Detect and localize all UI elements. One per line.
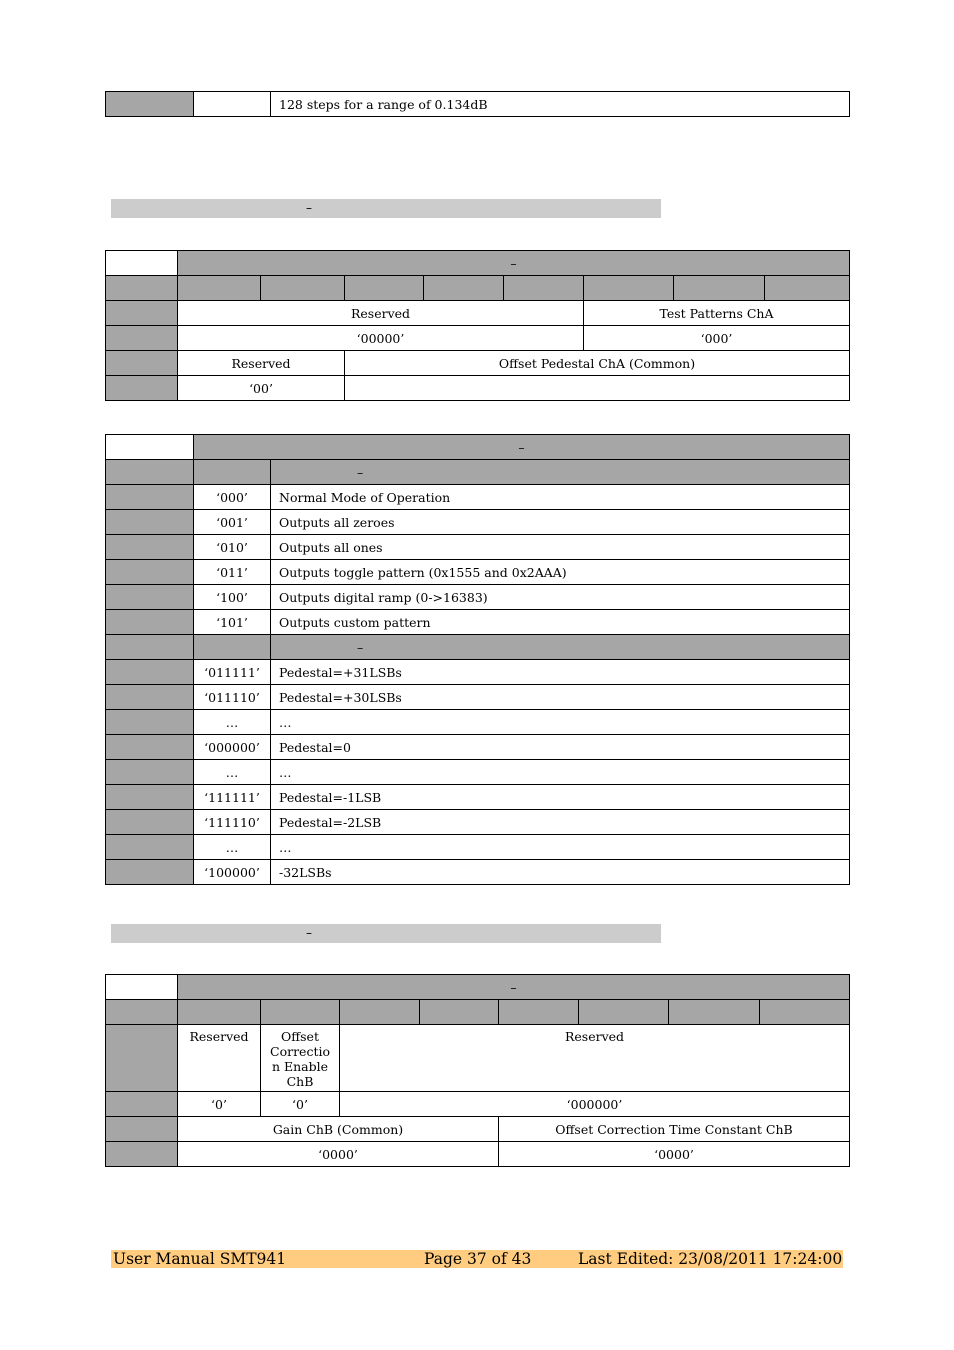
test-patterns-value: ‘000’ xyxy=(584,326,850,351)
label-cell xyxy=(194,635,271,660)
table-row xyxy=(106,1092,850,1117)
label-cell xyxy=(106,760,194,785)
table-cell: … xyxy=(194,710,271,735)
table-row xyxy=(106,660,850,685)
label-cell xyxy=(106,810,194,835)
table-row xyxy=(106,535,850,560)
corner-cell xyxy=(106,435,194,460)
label-cell xyxy=(194,460,271,485)
table-cell: ‘001’ xyxy=(194,510,271,535)
label-cell xyxy=(420,1000,499,1025)
table-cell: ‘011’ xyxy=(194,560,271,585)
table-cell: Pedestal=+30LSBs xyxy=(271,685,850,710)
section-heading-text: – xyxy=(306,201,312,215)
table-row xyxy=(106,710,850,735)
reserved-value: ‘000000’ xyxy=(340,1092,850,1117)
label-cell xyxy=(106,1142,178,1167)
label-cell xyxy=(106,710,194,735)
label-cell xyxy=(106,535,194,560)
test-patterns-field: Test Patterns ChA xyxy=(584,301,850,326)
label-cell xyxy=(345,276,424,301)
table-row xyxy=(106,785,850,810)
table-row xyxy=(106,276,850,301)
label-cell xyxy=(178,276,261,301)
label-cell xyxy=(504,276,584,301)
section-heading-text: – xyxy=(306,926,312,940)
table-cell: Pedestal=+31LSBs xyxy=(271,660,850,685)
label-cell xyxy=(261,276,345,301)
table-cell: ‘000’ xyxy=(194,485,271,510)
label-cell xyxy=(106,635,194,660)
table-cell: ‘111110’ xyxy=(194,810,271,835)
label-cell xyxy=(106,560,194,585)
label-cell xyxy=(106,326,178,351)
label-cell xyxy=(106,1025,178,1092)
table-row xyxy=(106,1142,850,1167)
table-cell: ‘000000’ xyxy=(194,735,271,760)
label-cell xyxy=(760,1000,850,1025)
table-row xyxy=(106,435,850,460)
reserved-value: ‘0’ xyxy=(178,1092,261,1117)
table-cell: … xyxy=(271,710,850,735)
table-cell: ‘100000’ xyxy=(194,860,271,885)
table-cell: ‘100’ xyxy=(194,585,271,610)
offset-enable-field: Offset Correctio n Enable ChB xyxy=(261,1025,340,1092)
decode-header: – xyxy=(194,435,850,460)
label-cell xyxy=(106,1117,178,1142)
label-cell xyxy=(106,610,194,635)
table-cell: Outputs all zeroes xyxy=(271,510,850,535)
table-cell: … xyxy=(194,760,271,785)
table-row xyxy=(106,635,850,660)
value-cell xyxy=(194,92,271,117)
table-cell: Outputs toggle pattern (0x1555 and 0x2AAA) xyxy=(271,560,850,585)
footer-manual-title: User Manual SMT941 xyxy=(113,1250,287,1268)
footer-last-edited: Last Edited: 23/08/2011 17:24:00 xyxy=(578,1250,843,1268)
table-row xyxy=(106,560,850,585)
corner-cell xyxy=(106,975,178,1000)
offset-pedestal-value xyxy=(345,376,850,401)
table-row xyxy=(106,485,850,510)
table-row xyxy=(106,585,850,610)
label-cell xyxy=(106,1092,178,1117)
gain-field: Gain ChB (Common) xyxy=(178,1117,499,1142)
label-cell xyxy=(669,1000,760,1025)
table-row xyxy=(106,685,850,710)
table-row xyxy=(106,735,850,760)
description-cell: 128 steps for a range of 0.134dB xyxy=(271,92,850,117)
reserved-value: ‘00’ xyxy=(178,376,345,401)
label-cell xyxy=(106,301,178,326)
label-cell xyxy=(765,276,850,301)
table-row xyxy=(106,1025,850,1092)
label-cell xyxy=(106,92,194,117)
table-cell: Pedestal=-1LSB xyxy=(271,785,850,810)
table-row xyxy=(106,860,850,885)
register-table-cha xyxy=(105,250,850,401)
label-cell xyxy=(424,276,504,301)
table-row xyxy=(106,376,850,401)
label-cell xyxy=(106,351,178,376)
label-cell xyxy=(106,735,194,760)
table-cell: … xyxy=(194,835,271,860)
label-cell xyxy=(106,276,178,301)
table-cell: … xyxy=(271,760,850,785)
label-cell xyxy=(106,460,194,485)
register-table-chb xyxy=(105,974,850,1167)
table-row xyxy=(106,975,850,1000)
label-cell xyxy=(106,585,194,610)
table-cell: ‘011110’ xyxy=(194,685,271,710)
page-footer xyxy=(111,1250,843,1268)
label-cell xyxy=(106,510,194,535)
offset-time-constant-field: Offset Correction Time Constant ChB xyxy=(499,1117,850,1142)
table-row xyxy=(106,251,850,276)
label-cell xyxy=(579,1000,669,1025)
table-row xyxy=(106,760,850,785)
decode-table xyxy=(105,434,850,885)
reserved-field: Reserved xyxy=(178,1025,261,1092)
table-cell: … xyxy=(271,835,850,860)
table-cell: Pedestal=0 xyxy=(271,735,850,760)
label-cell xyxy=(106,860,194,885)
table-row xyxy=(106,326,850,351)
footer-page-number: Page 37 of 43 xyxy=(424,1250,532,1268)
table-cell: ‘111111’ xyxy=(194,785,271,810)
table-cell: ‘101’ xyxy=(194,610,271,635)
label-cell xyxy=(261,1000,340,1025)
reserved-value: ‘00000’ xyxy=(178,326,584,351)
register-header: – xyxy=(178,975,850,1000)
offset-pedestal-field: Offset Pedestal ChA (Common) xyxy=(345,351,850,376)
top-table xyxy=(105,91,850,117)
table-row xyxy=(106,510,850,535)
label-cell xyxy=(106,1000,178,1025)
reserved-field: Reserved xyxy=(178,301,584,326)
offset-enable-value: ‘0’ xyxy=(261,1092,340,1117)
test-patterns-subheader: – xyxy=(271,460,850,485)
label-cell xyxy=(178,1000,261,1025)
table-cell: Outputs digital ramp (0->16383) xyxy=(271,585,850,610)
label-cell xyxy=(340,1000,420,1025)
section-heading xyxy=(111,924,661,943)
label-cell xyxy=(584,276,674,301)
table-cell: Outputs custom pattern xyxy=(271,610,850,635)
table-row xyxy=(106,92,850,117)
register-header: – xyxy=(178,251,850,276)
table-cell: ‘011111’ xyxy=(194,660,271,685)
label-cell xyxy=(106,785,194,810)
table-row xyxy=(106,301,850,326)
label-cell xyxy=(106,660,194,685)
table-row xyxy=(106,1117,850,1142)
corner-cell xyxy=(106,251,178,276)
label-cell xyxy=(106,685,194,710)
table-cell: -32LSBs xyxy=(271,860,850,885)
label-cell xyxy=(499,1000,579,1025)
table-cell: Normal Mode of Operation xyxy=(271,485,850,510)
table-cell: Outputs all ones xyxy=(271,535,850,560)
offset-time-constant-value: ‘0000’ xyxy=(499,1142,850,1167)
table-row xyxy=(106,835,850,860)
table-row xyxy=(106,810,850,835)
table-row xyxy=(106,610,850,635)
label-cell xyxy=(106,835,194,860)
reserved-field: Reserved xyxy=(178,351,345,376)
table-row xyxy=(106,460,850,485)
table-cell: Pedestal=-2LSB xyxy=(271,810,850,835)
label-cell xyxy=(106,485,194,510)
reserved-field: Reserved xyxy=(340,1025,850,1092)
label-cell xyxy=(106,376,178,401)
section-heading xyxy=(111,199,661,218)
gain-value: ‘0000’ xyxy=(178,1142,499,1167)
table-cell: ‘010’ xyxy=(194,535,271,560)
label-cell xyxy=(674,276,765,301)
pedestal-subheader: – xyxy=(271,635,850,660)
table-row xyxy=(106,1000,850,1025)
table-row xyxy=(106,351,850,376)
